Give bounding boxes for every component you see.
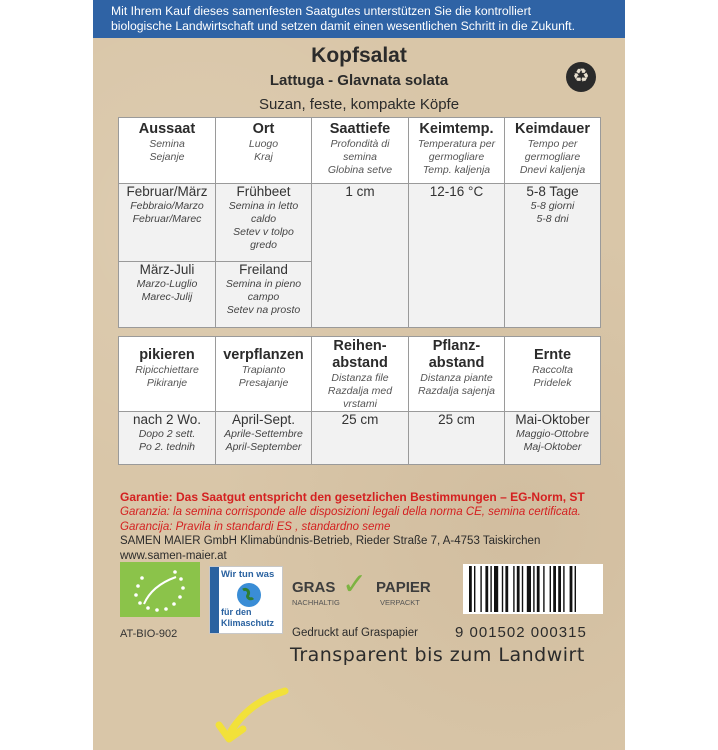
header-keimtemp bbox=[409, 118, 505, 184]
cell-sub: Dopo 2 sett. bbox=[138, 428, 196, 440]
header-sub: germogliare bbox=[524, 151, 581, 163]
top-banner bbox=[93, 0, 625, 38]
cell-main: Freiland bbox=[239, 262, 288, 277]
barcode-icon bbox=[463, 564, 603, 614]
header-verpflanzen bbox=[216, 337, 312, 412]
barcode-bar bbox=[553, 566, 556, 612]
cell-main: 1 cm bbox=[345, 184, 375, 199]
planting-table-header-row bbox=[119, 337, 601, 412]
header-sub: Razdalja sajenja bbox=[417, 385, 496, 397]
cell-sub: Februar/Marec bbox=[132, 213, 202, 225]
gras-sub: NACHHALTIG bbox=[292, 598, 340, 607]
cell-sub: Setev na prosto bbox=[226, 304, 301, 316]
graspapier-logo bbox=[292, 568, 442, 618]
barcode-bar bbox=[490, 566, 491, 612]
barcode-bar bbox=[513, 566, 514, 612]
cell-main: 25 cm bbox=[438, 412, 475, 427]
header-sub: Kraj bbox=[254, 151, 273, 163]
company-address: SAMEN MAIER GmbH Klimabündnis-Betrieb, Rieder Straße 7, A-4753 Taiskirchen bbox=[120, 535, 541, 547]
header-sub: Tempo per bbox=[527, 138, 578, 150]
checkmark-icon: ✓ bbox=[342, 568, 368, 601]
header-ernte bbox=[505, 337, 601, 412]
header-sub: Distanza file bbox=[331, 372, 389, 384]
globe-icon bbox=[236, 582, 262, 608]
barcode-bar bbox=[570, 566, 573, 612]
barcode-number: 9 001502 000315 bbox=[455, 624, 587, 641]
barcode-bar bbox=[474, 566, 475, 612]
banner-line-1: Mit Ihrem Kauf dieses samenfesten Saatgutes unterstützen Sie die kontrolliert bbox=[111, 4, 532, 18]
curved-arrow-icon bbox=[213, 685, 293, 745]
klima-text-3: Klimaschutz bbox=[221, 618, 275, 628]
barcode-bar bbox=[502, 566, 503, 612]
gras-word: GRAS bbox=[292, 579, 336, 596]
cell-sub: 5-8 dni bbox=[536, 213, 569, 225]
cell-sub: Marzo-Luglio bbox=[136, 278, 198, 290]
eu-organic-leaf-icon bbox=[120, 562, 200, 617]
header-sub: Distanza piante bbox=[420, 372, 493, 384]
seed-packet-back bbox=[93, 0, 625, 750]
barcode-bar bbox=[480, 566, 481, 612]
header-sub: Globina setve bbox=[327, 164, 393, 176]
company-website: www.samen-maier.at bbox=[120, 550, 227, 562]
header-sub: Luogo bbox=[248, 138, 279, 150]
sowing-table bbox=[118, 117, 601, 328]
barcode-bar bbox=[469, 566, 472, 612]
header-sub: Ripicchiettare bbox=[135, 364, 199, 376]
cell-sub: campo bbox=[247, 291, 280, 303]
header-main: Ernte bbox=[533, 347, 572, 363]
cell-main: Frühbeet bbox=[236, 184, 291, 199]
cell-sub: 5-8 giorni bbox=[530, 200, 575, 212]
barcode-bar bbox=[558, 566, 561, 612]
header-pikieren bbox=[119, 337, 216, 412]
header-sub: Presajanje bbox=[238, 377, 289, 389]
header-sub: Raccolta bbox=[532, 364, 573, 376]
planting-table bbox=[118, 336, 601, 465]
klima-text-2: für den bbox=[221, 607, 252, 617]
barcode-bar bbox=[517, 566, 520, 612]
cell-main: April-Sept. bbox=[231, 412, 296, 427]
header-sub: vrstami bbox=[343, 398, 377, 410]
cell-ort-late bbox=[216, 262, 312, 328]
header-pflanzabstand bbox=[409, 337, 505, 412]
cell-sub: caldo bbox=[250, 213, 277, 225]
cell-main: März-Juli bbox=[139, 262, 195, 277]
header-reihenabstand bbox=[312, 337, 409, 412]
header-main: Pflanz- bbox=[432, 338, 481, 354]
klima-side-bar bbox=[210, 567, 219, 633]
header-sub: Dnevi kaljenja bbox=[519, 164, 586, 176]
header-main: Aussaat bbox=[138, 121, 196, 137]
header-ort bbox=[216, 118, 312, 184]
graspapier-caption: Gedruckt auf Graspapier bbox=[292, 627, 418, 639]
barcode-bar bbox=[550, 566, 551, 612]
product-title: Kopfsalat bbox=[311, 44, 407, 67]
cell-saattiefe bbox=[312, 184, 409, 328]
cell-aussaat-early bbox=[119, 184, 216, 262]
cell-sub: Maggio-Ottobre bbox=[516, 428, 589, 440]
header-sub: Temp. kaljenja bbox=[422, 164, 491, 176]
cell-sub: Po 2. tednih bbox=[138, 441, 196, 453]
header-sub: Semina bbox=[149, 138, 185, 150]
header-main: Keimtemp. bbox=[419, 121, 494, 137]
guarantee-italian: Garanzia: la semina corrisponde alle disposizioni legali della norma CE, semina certificata. bbox=[120, 506, 581, 518]
barcode-bar bbox=[494, 566, 498, 612]
cell-reihenabstand bbox=[312, 412, 409, 465]
cell-sub: April-September bbox=[225, 441, 302, 453]
cell-sub: Aprile-Settembre bbox=[224, 428, 303, 440]
klima-text-1: Wir tun was bbox=[221, 569, 275, 580]
klimabuendnis-logo bbox=[209, 566, 283, 634]
header-sub: Temperatura per bbox=[417, 138, 496, 150]
cell-pflanzabstand bbox=[409, 412, 505, 465]
cell-sub: Setev v tolpo bbox=[233, 226, 294, 238]
cell-keimdauer bbox=[505, 184, 601, 328]
cell-ernte bbox=[505, 412, 601, 465]
cell-sub: Semina in letto bbox=[228, 200, 299, 212]
header-main: Reihen- bbox=[333, 338, 387, 354]
cell-sub: Marec-Julij bbox=[141, 291, 193, 303]
barcode-bar bbox=[543, 566, 544, 612]
header-main: verpflanzen bbox=[223, 347, 304, 363]
barcode-bar bbox=[533, 566, 534, 612]
company-info bbox=[120, 534, 540, 564]
cell-main: 5-8 Tage bbox=[526, 184, 579, 199]
cell-keimtemp bbox=[409, 184, 505, 328]
header-main: abstand bbox=[428, 355, 485, 371]
planting-row bbox=[119, 412, 601, 465]
header-sub: Profondità di bbox=[330, 138, 390, 150]
papier-sub: VERPACKT bbox=[380, 598, 420, 607]
header-saattiefe bbox=[312, 118, 409, 184]
cell-ort-early bbox=[216, 184, 312, 262]
sowing-row-early bbox=[119, 184, 601, 262]
barcode-bar bbox=[485, 566, 488, 612]
papier-word: PAPIER bbox=[376, 579, 431, 596]
cell-sub: gredo bbox=[250, 239, 277, 251]
slogan: Transparent bis zum Landwirt bbox=[290, 644, 585, 666]
product-description: Suzan, feste, kompakte Köpfe bbox=[258, 96, 460, 113]
cell-sub: Febbraio/Marzo bbox=[130, 200, 204, 212]
barcode-bar bbox=[575, 566, 576, 612]
header-sub: Pridelek bbox=[533, 377, 572, 389]
header-main: pikieren bbox=[139, 347, 195, 363]
barcode-bar bbox=[527, 566, 531, 612]
cell-main: nach 2 Wo. bbox=[132, 412, 202, 427]
header-aussaat bbox=[119, 118, 216, 184]
cell-main: 12-16 °C bbox=[429, 184, 484, 199]
cell-main: 25 cm bbox=[341, 412, 379, 427]
cell-main: Februar/März bbox=[126, 184, 208, 199]
recycle-icon: ♻ bbox=[566, 62, 596, 92]
header-sub: germogliare bbox=[428, 151, 485, 163]
header-sub: semina bbox=[343, 151, 377, 163]
cell-sub: Maj-Oktober bbox=[523, 441, 582, 453]
barcode-bar bbox=[522, 566, 523, 612]
barcode-bar bbox=[563, 566, 564, 612]
header-sub: Razdalja med bbox=[327, 385, 393, 397]
product-subtitle: Lattuga - Glavnata solata bbox=[269, 72, 449, 89]
header-keimdauer bbox=[505, 118, 601, 184]
cell-main: Mai-Oktober bbox=[515, 412, 590, 427]
header-main: abstand bbox=[332, 355, 388, 371]
banner-line-2: biologische Landwirtschaft und setzen damit einen wesentlichen Schritt in die Zukunft. bbox=[111, 19, 576, 33]
header-main: Keimdauer bbox=[515, 121, 590, 137]
guarantee-text bbox=[120, 490, 620, 535]
header-main: Saattiefe bbox=[329, 121, 391, 137]
eu-certification-code: AT-BIO-902 bbox=[120, 628, 178, 640]
guarantee-german: Garantie: Das Saatgut entspricht den gesetzlichen Bestimmungen – EG-Norm, ST bbox=[120, 490, 585, 504]
barcode-bar bbox=[505, 566, 508, 612]
cell-verpflanzen bbox=[216, 412, 312, 465]
header-sub: Trapianto bbox=[241, 364, 286, 376]
header-sub: Pikiranje bbox=[146, 377, 188, 389]
cell-sub: Semina in pieno bbox=[225, 278, 302, 290]
cell-aussaat-late bbox=[119, 262, 216, 328]
sowing-table-header-row bbox=[119, 118, 601, 184]
guarantee-slovenian: Garancija: Pravila in standardi ES , standardno seme bbox=[120, 521, 391, 533]
cell-pikieren bbox=[119, 412, 216, 465]
header-main: Ort bbox=[252, 121, 275, 137]
header-sub: Sejanje bbox=[149, 151, 185, 163]
barcode-bar bbox=[537, 566, 540, 612]
